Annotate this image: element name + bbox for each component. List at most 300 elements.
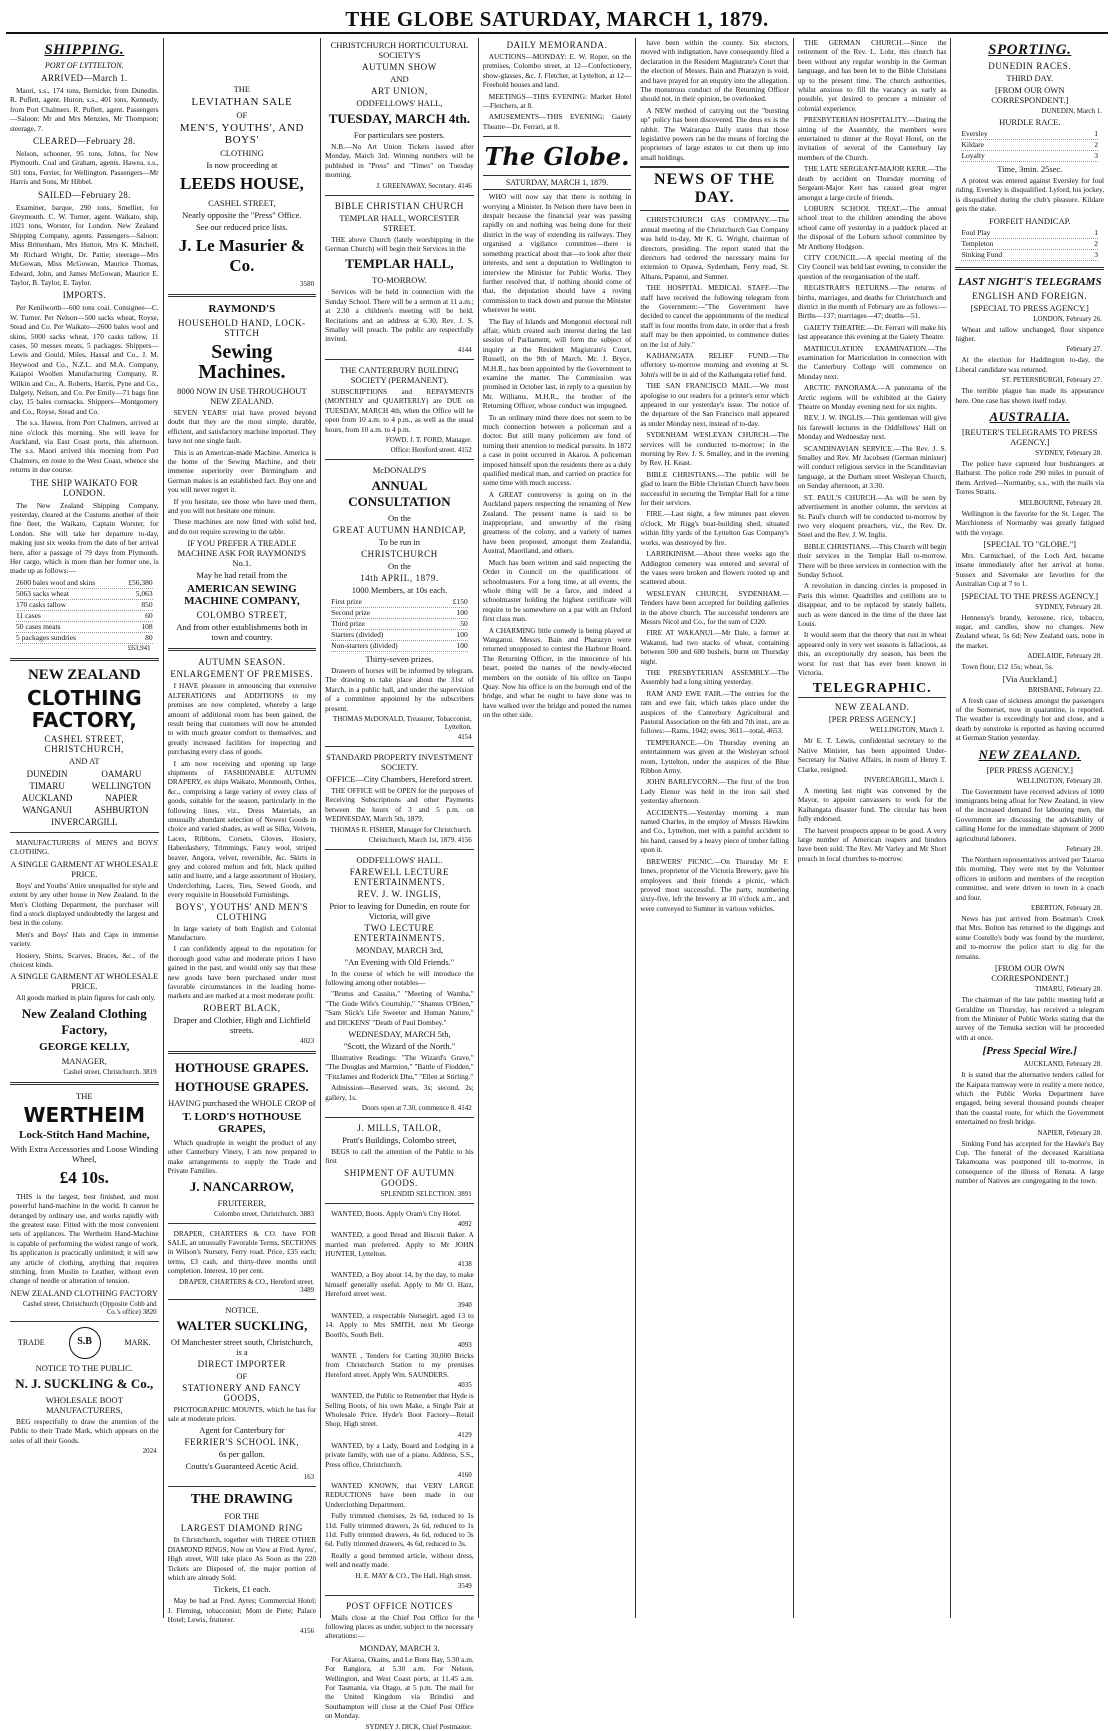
nzcf-name: New Zealand Clothing Factory, [21,1005,147,1037]
telegram-para: The chairman of the late public meeting held at Geraldine on Thursday, has received a telegram from the Minister of Public Works stating that the survey of the Temuka section will be proceeded with at once. [955,995,1105,1042]
result-row: Loyalty 3 [961,151,1099,160]
divider [168,1051,317,1054]
waikato-text: The New Zealand Shipping Company, yesterday, cleared at the Customs another of their fine fleet, the Waikato, Captain Worster, for London. She will take her departure to-day, making just six weeks from the date of her arrival here, after a passage of 79 days from Plymouth. Her cargo, which is more than her former one, is made up as follows:— [10,500,159,576]
ad-number: 4160 [457,1470,472,1479]
really-good: Really a good hemmed article, without dress, well and neatly made. [325,1550,474,1570]
divider [10,832,159,833]
hurdle-race: HURDLE RACE. [999,117,1061,127]
divider [325,1595,474,1596]
ad-number: 4035 [457,1381,472,1390]
melbourne-dateline: MELBOURNE, February 28. [1019,498,1103,507]
news-para: PRESBYTERIAN HOSPITALITY.—During the sitting of the Assembly, the members were entertained to dinner at the Royal Hotel, on the invitation of several of the Canterbury lay members of the Church. [797,115,947,162]
annual-consultation: ANNUAL CONSULTATION [348,477,451,509]
divider [325,1203,474,1204]
news-para: GAIETY THEATRE.—Dr. Ferrari will make his last appearance this evening at the Gaiety Theatre. [797,322,947,342]
see-our: See our reduced price lists. [195,222,288,232]
news-para: THE LATE SERGEANT-MAJOR KERR.—The death by accident on Thursday morning of Sergeant-Major Kerr has caused great regret amongst a large circle of friends. [797,164,947,202]
nearly-opposite: Nearly opposite the "Press" Office. [182,210,302,220]
scott: "Scott, the Wizard of the North." [343,1041,456,1051]
divider [10,1082,159,1085]
two-lectures: TWO LECTURE ENTERTAINMENTS. [353,922,445,943]
doors: Doors open at 7.30, commence 8. [361,1104,456,1113]
race-time: Time, 3min. 25sec. [997,164,1063,174]
having: HAVING purchased the WHOLE CROP of [168,1097,316,1108]
old-friends: "An Evening with Old Friends." [344,956,455,967]
mark-label: MARK. [124,1338,151,1348]
news-para: BIBLE CHRISTIANS.—This Church will begin their services in the Templar Hall to-morrow. There will be three services in connection with the Sunday School. [797,541,947,579]
wanted-ad: WANTED KNOWN, that VERY LARGE REDUCTIONS have been made in our Underclothing Department. [325,1480,474,1509]
imports-heading: IMPORTS. [62,290,106,301]
auckland-dateline: AUCKLAND, February 28. [1023,1060,1103,1069]
post-office: POST OFFICE NOTICES [346,1600,453,1611]
wanted-ad: WANTE , Tenders for Carting 30,000 Bricks from Christchurch Station to my premises Hereford street. Apply Wm. SAUNDERS. [325,1350,474,1379]
telegram-para: It is stated that the alternative tenders called for the Kaipara tramway were in reality a mere notice, which the Public Works Department have engaged, being several thousand pounds cheaper than the coastal route, for which the Government entertained no fresh bridge. [955,1070,1105,1127]
subscriptions-text: SUBSCRIPTIONS and REPAYMENTS (MONTHLY and QUARTERLY) are DUE on TUESDAY, MARCH 4th, when the Office will be open from 10 a.m. to 4 p.m., as well as the usual hours, from 10 a.m. to 4 p.m. [325,386,474,434]
cashel-street: CASHEL STREET, [208,198,276,208]
nz-title: NEW ZEALAND [27,666,141,683]
suckling-name: N. J. SUCKLING & Co., [15,1375,154,1391]
may-co: H. E. MAY & CO., The Hall, High street. [355,1571,472,1580]
autumn-text-1: I HAVE pleasure in announcing that extensive ALTERATIONS and ADDITIONS to my premises are now completed, whereby a large amount of additional room has been gained, the result being that customers will now be attended to with much greater comfort to themselves, and greatly increased facilities for inspecting and purchasing every class of goods. [167,681,317,757]
news-para: A NEW method of carrying out the "bursting up" policy has been discovered. The deus ex is the rabbit. The Wairarapa Daily states that those legislative powers can be the means of forcing the proprietors of large estates to cut them up into small holdings. [640,105,789,162]
art-union-note: N.B.—No Art Union Tickets issued after Monday, March 3rd. Winning numbers will be published in "Press" and "Times" on Tuesday morning. [325,142,474,180]
news-para: FIRE AT WAKANUI.—Mr Dale, a farmer at Wakanui, had two stacks of wheat, containing between 500 and 600 bushels, burnt on Thursday night. [640,628,789,666]
city: AUCKLAND [21,792,73,803]
templar-hall-2: TEMPLAR HALL, [345,256,454,272]
services-text: Services will be held in connection with the Sunday School. There will be a sermon at 11 a.m.; at 2.30 a children's meeting will be held. Recitations and an address at 6.30, Rev. J. S. Smalley will preach. The public are respectfully invited. [325,287,474,344]
ad-number: 3489 [300,1285,315,1294]
ad-number: 3580 [300,280,315,288]
australia-heading: AUSTRALIA. [989,409,1070,425]
editorial-para: A CHARMING little comedy is being played at Wanganui. Messrs. Bain and Pharazyn were returned unopposed to contest the Harbour Board. The Returning Officer, in the innocence of his heart, posted the names of the newly-elected members on the outside of his office on Taupo Quay. Now his office is on the borough end of the bridge, and what he ought to have done was to have walked over the bridge and posted the names on the other side. [482,625,632,720]
begs-text: BEGS to call the attention of the Public to his first [325,1147,474,1166]
consultation-date: 14th APRIL, 1879. [360,572,439,583]
telegram-para: Sinking Fund has accepted for the Hawke's Bay Cup. The funeral of the deceased Karaitiana Takamoana was postponed till to-morrow, in consequence of the illness of Renata. A large number of Natives are congregating in the town. [955,1138,1105,1186]
raymond-text-3: If you hesitate, see those who have used them, and you will not hesitate one minute. [167,496,317,516]
news-para: THE PRESBYTERIAN ASSEMBLY.—The Assembly had a long sitting yesterday. [640,667,789,687]
london-dateline: LONDON, February 26. [1033,314,1103,323]
news-para: KAIHANGATA RELIEF FUND.—The offertory to-morrow morning and evening at St. John's will be in aid of the Kaihangata relief fund. [640,350,789,379]
wanted-ad: WANTED, by a Lady, Board and Lodging in a private family, with use of a piano. Address, S.S., Press office, Christchurch. [325,1440,474,1469]
treadle: IF YOU PREFER A TREADLE MACHINE ASK FOR RAYMOND'S No.1. [177,538,307,569]
and-from: And from other establishments both in town and country. [176,622,308,643]
daily-memoranda: DAILY MEMORANDA. [506,40,608,50]
tomorrow: TO-MORROW. [372,275,427,286]
editorial-date: SATURDAY, MARCH 1, 1879. [483,175,632,190]
news-para: SCANDINAVIAN SERVICE.—The Rev. J. S. Smalley and Rev. Mr Jacobsen (German minister) will conduct religious service in the Scandinavian language, at the Durham street Wesleyan Church, on Sunday afternoon, at 3.30. [797,443,947,491]
protest-text: A protest was entered against Eversley for foul riding. Eversley is disqualified. Lyford, his jockey, is disqualified during the club's pleasure. Kildare gets the stake. [955,176,1105,214]
city: DUNEDIN [26,768,68,779]
agent-for: Agent for Canterbury for [199,1425,285,1436]
feb28-dateline: February 28. [1066,845,1103,854]
reuter-label: [REUTER'S TELEGRAMS TO PRESS AGENCY.] [962,427,1098,448]
column-editorial [479,38,637,1618]
city: WELLINGTON [91,780,152,791]
admission-text: Admission—Reserved seats, 3s; second, 2s; gallery, 1s. [325,1083,474,1102]
colombo-address: Colombo street, Christchurch. [214,1209,299,1218]
divider [325,359,474,360]
press-special-wire: [Press Special Wire.] [982,1045,1077,1058]
news-para: REV. J. W. INGLIS.—This gentleman will give his farewell lectures in the Oddfellows' Hall on Monday and Wednesday next. [797,413,947,442]
drapers-signature: DRAPER, CHARTERS & CO., Hereford street. [179,1277,315,1286]
wanted-ad: WANTED, a good Bread and Biscuit Baker. A married man preferred. Apply to Mr JOHN HUNTER, Lyttelton. [325,1230,474,1259]
news-para: JOHN BARLEYCORN.—The first of the Iron Lady Elenor was held in the iron sail shed yesterday afternoon. [640,777,789,806]
cashel-address: Cashel street, Christchurch. [63,1067,141,1076]
prize-row: Third prize 50 [331,618,468,628]
plain-figures-text: All goods marked in plain figures for cash only. [16,993,156,1003]
prize-row: Second prize 100 [331,607,468,617]
nz-heading: NEW ZEALAND. [834,702,910,713]
run-in: To be run in [378,536,421,547]
cleared-text: Nelson, schooner, 95 tons, Johns, for New Plymouth. Coal and Graham, agents. Hawea, s.s., 501 tons, Ferrier, for Wellington. Passengers—Mr Harris and Sons, Mr Hibbel. [10,149,159,187]
nz-heading-2: NEW ZEALAND. [978,746,1082,762]
tuesday: TUESDAY, MARCH 4th. [328,111,471,126]
divider [483,136,632,137]
mens-title: MEN'S, YOUTHS', AND BOYS' [179,122,305,146]
wednesday: WEDNESDAY, MARCH 5th, [348,1029,451,1039]
walter-suckling: WALTER SUCKLING, [176,1317,308,1333]
manufacturers-text: MANUFACTURERS of MEN'S and BOYS' CLOTHING. [10,837,159,857]
fully-trimmed: Fully trimmed chemises, 2s 6d, reduced to 1s 11d. Fully trimmed drawers, 2s 6d, reduced to 1s 11d. Fully trimmed drawers, 4s 6d, reduced to 3s 6d. Fully trimmed drawers, 4s 6d, reduced to 3s. [325,1511,474,1549]
extra-accessories: With Extra Accessories and Loose Winding Wheel, [10,1143,159,1164]
via-auckland: [Via Auckland.] [1002,673,1057,684]
mills-address: Pratt's Buildings, Colombo street, [342,1135,457,1146]
news-para: SYDENHAM WESLEYAN CHURCH.—The services will be conducted to-morrow; in the morning by Rev. J. S. Smalley, and in the evening by Rev. H. Keast. [640,430,789,468]
american-company: AMERICAN SEWING MACHINE COMPANY, [184,583,300,608]
ad-number: 163 [303,1473,315,1482]
office: Office: Hereford street. [390,445,456,454]
news-of-the-day: NEWS OF THE DAY. [640,166,789,211]
city: INVERCARGILL [51,816,118,827]
telegram-para: Wheat and tallow unchanged, flour sixpence higher. [955,324,1105,344]
drapers-text: DRAPER, CHARTERS & CO. have FOR SALE, an unusually Favorable Terms, SECTIONS in Wilson's Nursery, Ferry road. Price, £35 each; terms, £3 cash, and thirty-three months until completion. Interest, 10 per cent. [167,1228,317,1276]
auctions-text: E. W. Roper, on the premises, Colombo street, at 12—Confectionery, show-glasses, &c. J. Fletcher, at Lyttelton, at 12—Freehold houses and land. [482,52,632,90]
monday-march-3: MONDAY, MARCH 3. [359,1642,440,1653]
monday: MONDAY, MARCH 3rd, [355,944,444,955]
column-news-1 [636,38,794,1618]
of-label: OF [236,110,248,120]
divider [168,1223,317,1224]
kelly-name: GEORGE KELLY, [39,1040,130,1053]
wholesale-boot: WHOLESALE BOOT MANUFACTURERS, [45,1394,123,1415]
ad-number: 4023 [300,1036,315,1045]
leeds-house: LEEDS HOUSE, [179,174,304,193]
raymonds-title: RAYMOND'S [208,303,276,315]
fisher-date: Christchurch, March 1st, 1879. [368,835,456,844]
arrived-text: Maori, s.s., 174 tons, Bernicke, from Dunedin. R. Puflett, agent. Huron, s.s., 401 tons, Kennedy, from Port Chalmers. R. Puflett, agent. Passengers—Saloon: Mr and Mrs Menzies, Mr Thompson; steerage, 7. [10,86,159,133]
city: ASHBURTON [94,804,149,815]
nzcf-2: NEW ZEALAND CLOTHING FACTORY [10,1287,159,1298]
of-label-2: OF [236,1370,248,1381]
boys-attire-text: Boys' and Youths' Attire unequalled for style and extent by any other house in New Zealand. In the Men's Clothing Department, the purchaser will find a stock displayed undoubtedly the largest and best in the colony. [10,880,159,928]
feb27-dateline: February 27. [1066,345,1103,354]
news-para: THE HOSPITAL MEDICAL STAFF.—The staff have received the following telegram from the Government:—"The Government have decided to cancel the appointments of the medical staff in four months from date, in order that a fresh staff may be then appointed, to commence duties on the 1st of July." [640,283,789,349]
sporting-heading: SPORTING. [988,42,1072,58]
column-advertisements-1 [164,38,322,1635]
petersburg-dateline: ST. PETERSBURGH, February 27. [1001,376,1103,385]
mails-close: Mails close at the Chief Post Office for the following places as under, subject to the necessary alterations:— [325,1612,474,1641]
result-row: Kildare 2 [961,140,1099,149]
news-para: THE GERMAN CHURCH.—Since the retirement of the Rev. L. Lohr, this church has been without any regular worship in the German language, and has been let to the Bible Christians up to the present time. The church authorities, whilst anxious to fill the vacancy as early as possible, yet desired to procure a minister of colonial experience. [797,38,947,113]
ad-number: 4152 [457,445,472,454]
stationery: STATIONERY AND FANCY GOODS, [182,1382,302,1403]
notables-text: "Brutus and Cassius," "Meeting of Wamba," "The Gude Wife's Courtship," "Shamus O'Brien," "Sam Slick's Life Sweeter and Human Nature," and DICKENS' "Death of Paul Dombey." [325,989,474,1027]
ad-number: 3549 [457,1581,472,1590]
mills-tailor: J. MILLS, TAILOR, [357,1123,442,1134]
and-label: AND [390,74,409,84]
editorial-para: The Bay of Islands and Mongonui electoral roll affair, which created such interest during the last session of Parliament, will form the subject of inquiry at the Resident Magistrate's Court, Russell, on the 9th of March. Mr. J. Bryce, M.H.R., has been appointed by the Government to examine the matter. The Commission was promised in October last, in reply to a question by Mr. Williams, M.H.R., the brother of the Returning Officer, whose conduct was impugned. [482,316,632,411]
and-at: AND AT [69,755,100,766]
forfeit-results [961,228,1098,261]
columns [6,38,1108,1731]
nancarrow: J. NANCARROW, [189,1178,294,1194]
editorial-para: A GREAT controversy is going on in the Auckland papers respecting the renaming of New Zealand. The present name is said to be inappropriate, and unworthy of the rising greatness of the colony, and a variety of names have been proposed, amongst them Zealandia, Austral, Maoriland, and others. [482,489,632,556]
sailed-heading: SAILED—February 28. [37,189,131,200]
news-para: CHRISTCHURCH GAS COMPANY.—The annual meeting of the Christchurch Gas Company was held to-day, Mr K. G. Wright, chairman of directors, presiding. The report stated that the directors had ordered the necessary mains for extension to Opawa, Sydenham, Ferry road, St. Albans, Papanui, and Sumner. [640,215,789,281]
telegram-para: A fresh case of sickness amongst the passengers of the Somerset, now in quarantine, is reported. The weather is exceedingly hot and close, and a death by sunstroke is reported as having occurred at German Station yesterday. [955,695,1105,743]
autumn-text-4: I can confidently appeal to the reputation for thorough good value and moderate prices I have gained in the past, and would only say that these new goods have been purchased under most favorable circumstances in the leading home-markets and are marked at a most moderate profit. [167,944,317,1001]
mcdonalds: McDONALD'S [372,464,427,475]
cargo-row: 5063 sacks wheat 5,063 [16,588,153,598]
ad-number: 4093 [457,1340,472,1349]
sydney-dateline: SYDNEY, February 28. [1035,449,1103,458]
ad-number: 3940 [457,1300,472,1309]
news-para: MATRICULATION EXAMINATION.—The examination for Matriculation in connection with the Canterbury College will commence on Monday next. [797,343,947,381]
divider [168,294,317,297]
mail-schedule: For Akaroa, Okains, and Le Bons Bay, 5.30 a.m. For Rangiora, at 5.30 a.m. For Nelson, Wellington, and West Coast ports, at 11.45 a.m. For Tasmania, via Otago, at 5 p.m. The mail for the United Kingdom via Brindisi and Southampton will close at the Chief Post Office on Monday. [325,1654,474,1721]
english-foreign: ENGLISH AND FOREIGN. [972,290,1088,301]
hosiery-text: Hosiery, Shirts, Scarves, Braces, &c., of the choicest kinds. [10,950,159,969]
shipment: SHIPMENT OF AUTUMN GOODS. [344,1167,455,1188]
splendid: SPLENDID SELECTION. [380,1189,456,1198]
trademark-logo-icon: S.B [69,1327,101,1359]
in-use: 8000 NOW IN USE THROUGHOUT NEW ZEALAND. [177,386,307,406]
wanted-ad: WANTED, the Public to Remember that Hyde is Selling Boots, of his own Make, a Single Pair at Wholesale Price. Hyde's Boot Factory—Retail Shop, High street. [325,1391,474,1429]
ford: FOWD. J. T. FORD, Manager. [385,435,472,444]
masthead: THE GLOBE SATURDAY, MARCH 1, 1879. [6,6,1108,34]
column-sporting-telegrams [951,38,1108,1618]
telegram-para: Hennessy's brandy, kerosene, rice, tobacco, sugar, and candles, show no changes. New Zealand wheat, 5s 6d; New Zealand oats, none in the market. [955,612,1105,650]
globe-title: The Globe. [484,142,630,172]
wertheim-title: WERTHEIM [23,1102,146,1127]
lockstitch-title: Lock-Stitch Hand Machine, [19,1128,150,1141]
ad-number: 3820 [142,1307,157,1316]
divider [168,1299,317,1300]
globe-special: [SPECIAL TO "GLOBE."] [983,538,1076,549]
ad-number: 4142 [457,1104,472,1113]
column-news-2 [794,38,952,1618]
colombo-street: COLOMBO STREET, [196,610,288,621]
prior: Prior to leaving for Dunedin, en route for Victoria, will give [329,900,470,921]
members: 1000 Members, at 10s each. [351,584,448,595]
ad-number: 3883 [300,1209,315,1218]
clothing-address: CASHEL STREET, CHRISTCHURCH, [44,733,125,754]
great-handicap: GREAT AUTUMN HANDICAP, [332,524,467,535]
bible-christian: BIBLE CHRISTIAN CHURCH [334,200,465,211]
dunedin-dateline: DUNEDIN, March 1. [1041,107,1103,115]
draper-address: Draper and Clothier, High and Lichfield streets. [173,1014,311,1035]
correspondent: [FROM OUR OWN CORRESPONDENT.] [991,85,1069,105]
notice-public: NOTICE TO THE PUBLIC. [35,1362,133,1373]
illustrative-text: Illustrative Readings: "The Wizard's Grave," "The Douglas and Marmion," "Battle of Flodden," "FitzJames and Roderick Dhu," "Ellen at Stirling." [325,1053,474,1081]
telegraphic-heading: TELEGRAPHIC. [798,681,947,698]
column-shipping [6,38,164,1618]
le-masurier: J. Le Masurier & Co. [178,236,305,275]
divider [168,1486,317,1487]
divider [325,746,474,747]
boys-clothing: BOYS', YOUTHS' AND MEN'S CLOTHING [175,901,309,922]
auctions-label: AUCTIONS—MONDAY: [488,52,567,61]
coutts: Coutts's Guaranteed Acetic Acid. [185,1461,299,1472]
invercargill-dateline: INVERCARGILL, March 1. [863,776,945,785]
grapes-text: Which quadruple in weight the product of any other Canterbury Vinery, I am now prepared to make arrangements to supply the Trade and Private Families. [167,1137,317,1176]
news-para: RAM AND EWE FAIR.—The entries for the ram and ewe fair, which takes place under the auspices of the Canterbury Agricultural and Pastoral Association on the 6th and 7th inst., are as follows:—Rams, 1042; ewes, 3611—total, 4653. [640,688,789,736]
napier-dateline: NAPIER, February 28. [1037,1128,1103,1137]
telegram-para: The Government have received advices of 1000 immigrants being afloat for New Zealand, in view of the increased demand for labouring men, the Government are discussing the advisability of calling Home for the immediate shipment of 2000 agricultural laborers. [955,786,1105,843]
drawers-text: Drawers of horses will be informed by telegram. The drawing to take place about the 31st of March, in a public hall, and under the supervision of a committee appointed by the subscribers present. [325,665,474,713]
city: TIMARU [29,780,65,791]
autumn-text-2: I am now receiving and opening up large shipments of FASHIONABLE AUTUMN DRAPERY, ex ships Waikato, Monmouth, Orthes, &c., comprising a large variety of every class of goods, suitable for the season, particularly in the following lines, viz., Dress Materials, an unusually abundant selection of Newest Goods in choice and varied shades, as well as Silks, Velvets, Laces, Ribbons, Corsets, Gloves, Hosiery, Haberdashery, Trimmings, Fancy wool, striped beaver, Angora, velvet, reversible, &c. Skirts in grey and colored melton and felt, black quilted satin and lustre, and a large assortment of Hosiery, Underclothing, Laces, Ties, Sewed Goods, and every requisite in Household Furnishings. [167,758,317,900]
postmaster: SYDNEY J. DICK, Chief Postmaster. [365,1722,472,1731]
dunedin-races: DUNEDIN RACES. [988,61,1072,71]
divider [325,459,474,460]
thomas: THOMAS McDONALD, Treasurer, Tobacconist, Lyttelton. [333,714,472,731]
thirty-seven: Thirty-seven prizes. [365,653,434,664]
brisbane-dateline: BRISBANE, February 22. [1028,685,1103,694]
cargo-row: 170 casks tallow 850 [16,599,153,609]
ad-number: 4144 [457,345,472,354]
news-para: ACCIDENTS.—Yesterday morning a man named Charles, in the employ of Messrs Hawkins and Co., Lyttelton, met with a painful accident to his hand, caused by a heavy piece of timber falling upon it. [640,807,789,855]
timaru-dateline: TIMARU, February 28. [1035,985,1103,994]
prize-row: Non-starters (divided) 100 [331,640,468,650]
divider [325,195,474,196]
hurdle-results [961,129,1098,162]
prizes-table [331,597,468,652]
news-para: ARCTIC PANORAMA.—A panorama of the Arctic regions will be exhibited at the Gaiety Theatre on Monday evening next for six nights. [797,383,947,412]
special-press: [SPECIAL TO PRESS AGENCY.] [970,302,1089,313]
telegram-para: The Northern representatives arrived per Taiaroa this morning. They were met by the Volunteer officers in uniform and members of the reception committee, and were driven to town in a coach and four. [955,855,1105,902]
hothouse-1: HOTHOUSE GRAPES. [175,1059,309,1075]
fruiterer: FRUITERER, [217,1197,267,1208]
art-union: ART UNION, [371,86,428,96]
telegram-para: Mr E. T. Lewis, confidential secretary to the Native Minister, has been appointed Under-Secretary for Native Affairs, in room of Henry T. Clarke, resigned. [797,736,947,774]
amusements-text: AMUSEMENTS—THIS EVENING: Gaiety Theatre—Dr. Ferrari, at 8. [482,112,632,131]
drawing-text: In Christchurch, together with THREE OTHER DIAMOND RINGS, Now on View at Fred. Ayres', High street, Will take place As Soon as the 220 Tickets are Disposed of, the major portion of which are already Sold. [167,1535,317,1582]
prize-row: Starters (divided) 100 [331,629,468,639]
city-chambers: OFFICE—City Chambers, Hereford street. [326,773,473,784]
city: OAMARU [101,768,142,779]
editorial-para: WHO will now say that there is nothing in worrying a Minister. In Nelson there have been in despair because the financial year was passing rapidly on and nothing was being done for their district in the way of extending its railways. They organised a vigilance committee—there is something practical about that—to look after their interests, and sent a deputation to Wellington to interview the Minister for Public Works. They further resolved that, if nothing should come of that, the deputation should have a roving commission to track down and pursue the Minister wherever he went. [482,192,632,315]
ad-number: 4154 [457,732,472,741]
editorial-para: Much has been written and said respecting the Order in Council on the qualifications of schoolmasters. For a long time, at all events, the whole thing will be a farce, and indeed a schoolmaster holding the highest certificate will require to be somewhere on a par with an Oxford first class man. [482,557,632,624]
autumn-text-3: In large variety of both English and Colonial Manufacture. [167,923,317,943]
telegram-para: Town flour, £12 15s; wheat, 5s. [961,662,1054,672]
news-para: CITY COUNCIL.—A special meeting of the City Council was held last evening, to consider the question of the reorganisation of the staff. [797,252,947,281]
enlargement: ENLARGEMENT OF PREMISES. [170,669,314,680]
shipping-notes: The s.s. Hawea, from Port Chalmers, arrived at nine o'clock this morning. She will leave for Auckland, via East Coast ports, this afternoon. The s.s. Maori arrived this morning from Port Chalmers, en route to the West Coast, whence she returns in due course. [10,418,159,475]
ad-number: 4129 [457,1430,472,1439]
suckling-text: BEG respectfully to draw the attention of the Public to their Trade Mark, which appears on the soles of all their Goods. [10,1416,159,1445]
divider [325,849,474,850]
hothouse-2: HOTHOUSE GRAPES. [175,1078,309,1094]
correspondent-2: [FROM OUR OWN CORRESPONDENT.] [991,963,1069,984]
cargo-row: 2600 bales wool and skins £56,380 [16,577,153,587]
column-advertisements-2 [321,38,479,1731]
is-now: Is now proceeding at [206,160,278,170]
tickets-text: May be had at Fred. Ayres; Commercial Hotel; J. Fleming, tobacconist; Mont de Piete; Palace Hotel; Lewis, fruiterer. [167,1596,317,1625]
wanted-ad: WANTED, a Boy about 14, by the day, to make himself generally useful. Apply to Mr O. Harz, Hereford street west. [325,1270,474,1299]
autumn-season: AUTUMN SEASON. [198,657,286,668]
course-text: In the course of which he will introduce the following among other notables— [325,968,474,987]
trademark [18,1327,151,1359]
news-para: BIBLE CHRISTIANS.—The public will be glad to learn the Bible Christian Church have been successful in securing the Templar Hall for a time for their services. [640,469,789,508]
sewing-machines-title: Sewing Machines. [198,341,286,383]
horticultural: CHRISTCHURCH HORTICULTURAL SOCIETY'S [330,40,469,60]
oddfellows: ODDFELLOWS' HALL, [356,98,443,108]
per-gallon: 6s per gallon. [218,1449,265,1460]
standard-society: STANDARD PROPERTY INVESTMENT SOCIETY. [326,751,473,772]
autumn-show: AUTUMN SHOW [362,62,437,72]
prize-row: First prize £150 [331,596,468,606]
photo-mounts: PHOTOGRAPHIC MOUNTS, which he has for sale at moderate prices. [167,1404,317,1423]
news-para: LARRIKINISM.—About three weeks ago the Addington cemetery was entered and several of the vases were broken and flowers rooted up and scattered about. [640,549,789,587]
ad-number: 3891 [457,1189,472,1198]
christchurch: CHRISTCHURCH [361,548,438,559]
ereton-dateline: EBERTON, February 28. [1031,904,1103,913]
inglis: REV. J. W. INGLIS, [357,888,442,899]
greenaway: J. GREENAWAY, Secretary. [376,181,456,190]
for-the: FOR THE [224,1511,260,1522]
telegram-para: News has just arrived from Boatman's Creek that Mrs. Bolton has returned to the diggings and some Costello's body was found by the murderer, and to-morrow the police start to dig for the remains. [955,914,1105,961]
may-be-had: May be had retail from the [196,570,288,581]
ad-number: 4138 [457,1260,472,1269]
household-title: HOUSEHOLD HAND, LOCK-STITCH [177,318,306,338]
result-row: Sinking Fund 3 [961,249,1099,259]
robert-black: ROBERT BLACK, [203,1002,281,1013]
cities-list [10,769,159,827]
divider [325,1117,474,1118]
hats-text: Men's and Boys' Hats and Caps in immense variety. [10,929,159,949]
ad-number: 4092 [457,1220,472,1229]
last-nights-telegrams: LAST NIGHT'S TELEGRAMS [957,275,1102,288]
oddfellows-2: ODDFELLOWS' HALL. [356,854,443,865]
news-para: TEMPERANCE.—On Thursday evening an entertainment was given at the Wesleyan school room, Lyttelton, under the auspices of the Blue Ribbon Army. [640,737,789,776]
leviathan-title: LEVIATHAN SALE [191,96,293,108]
manager-label: MANAGER, [61,1055,107,1066]
cargo-row: 5 packages sundries 80 [16,632,153,642]
lords-grapes: T. LORD'S HOTHOUSE GRAPES, [182,1110,302,1135]
raymond-text-4: These machines are now fitted with solid bed, and do not require screwing to the table. [167,517,317,536]
drawing-title: THE DRAWING [190,1492,294,1508]
trade-label: TRADE [18,1338,45,1348]
ferriers-ink: FERRIER'S SCHOOL INK, [184,1437,300,1448]
waikato-heading: THE SHIP WAIKATO FOR LONDON. [30,477,139,498]
cargo-row: 50 cases meats 108 [16,621,153,631]
clothing-factory-title: CLOTHING FACTORY, [26,685,142,732]
ad-number: 4156 [457,835,472,844]
particulars: For particulars see posters. [353,130,445,140]
result-row: Foul Play 1 [961,227,1099,237]
result-row: Eversley 1 [961,129,1099,138]
fisher: THOMAS R. FISHER, Manager for Christchurch. [330,825,472,834]
the-label: THE [233,84,251,94]
telegram-para: At the election for Haddington to-day, the Liberal candidate was returned. [955,355,1105,374]
per-press: [PER PRESS AGENCY.] [986,764,1074,775]
result-row: Templeton 2 [961,238,1099,248]
telegram-para: Wellington is the favorite for the St. Leger. The Marchioness of Normanby was greatly fatigued with the voyage. [955,508,1105,537]
imports-text: Per Kenilworth—600 tons coal. Consignee—C. W. Turner. Per Nelson—500 sacks wheat, Royse, Stead and Co. Per Waikato—2600 bales wool and skins, 5000 sacks wheat, 170 casks tallow, 11 cases, 50 messes meats, 5 packages. Shippers—Lewis and Gould, Miles, Hassal and Co., J. M. Heywood and Co., N.Z.L. and M.A. Company, Kaiapoi Woollen Manufacturing Company, R. Wilkin and Co., A. Roberts, Harris, Pyne and Co., Dalgety, Nelson, and Co. Per Emily—71 bags fine clay, 15 bales cornsacks. Shippers—Montgomery and Co., Royse, Stead and Co. [10,303,159,416]
news-para: ST. PAUL'S CHURCH.—As will be seen by advertisement in another column, the services at St. Paul's church will be conducted to-morrow by two very eloquent preachers, viz., the Rev. Dr. Steel and the Rev. J. W. Inglis. [797,492,947,540]
